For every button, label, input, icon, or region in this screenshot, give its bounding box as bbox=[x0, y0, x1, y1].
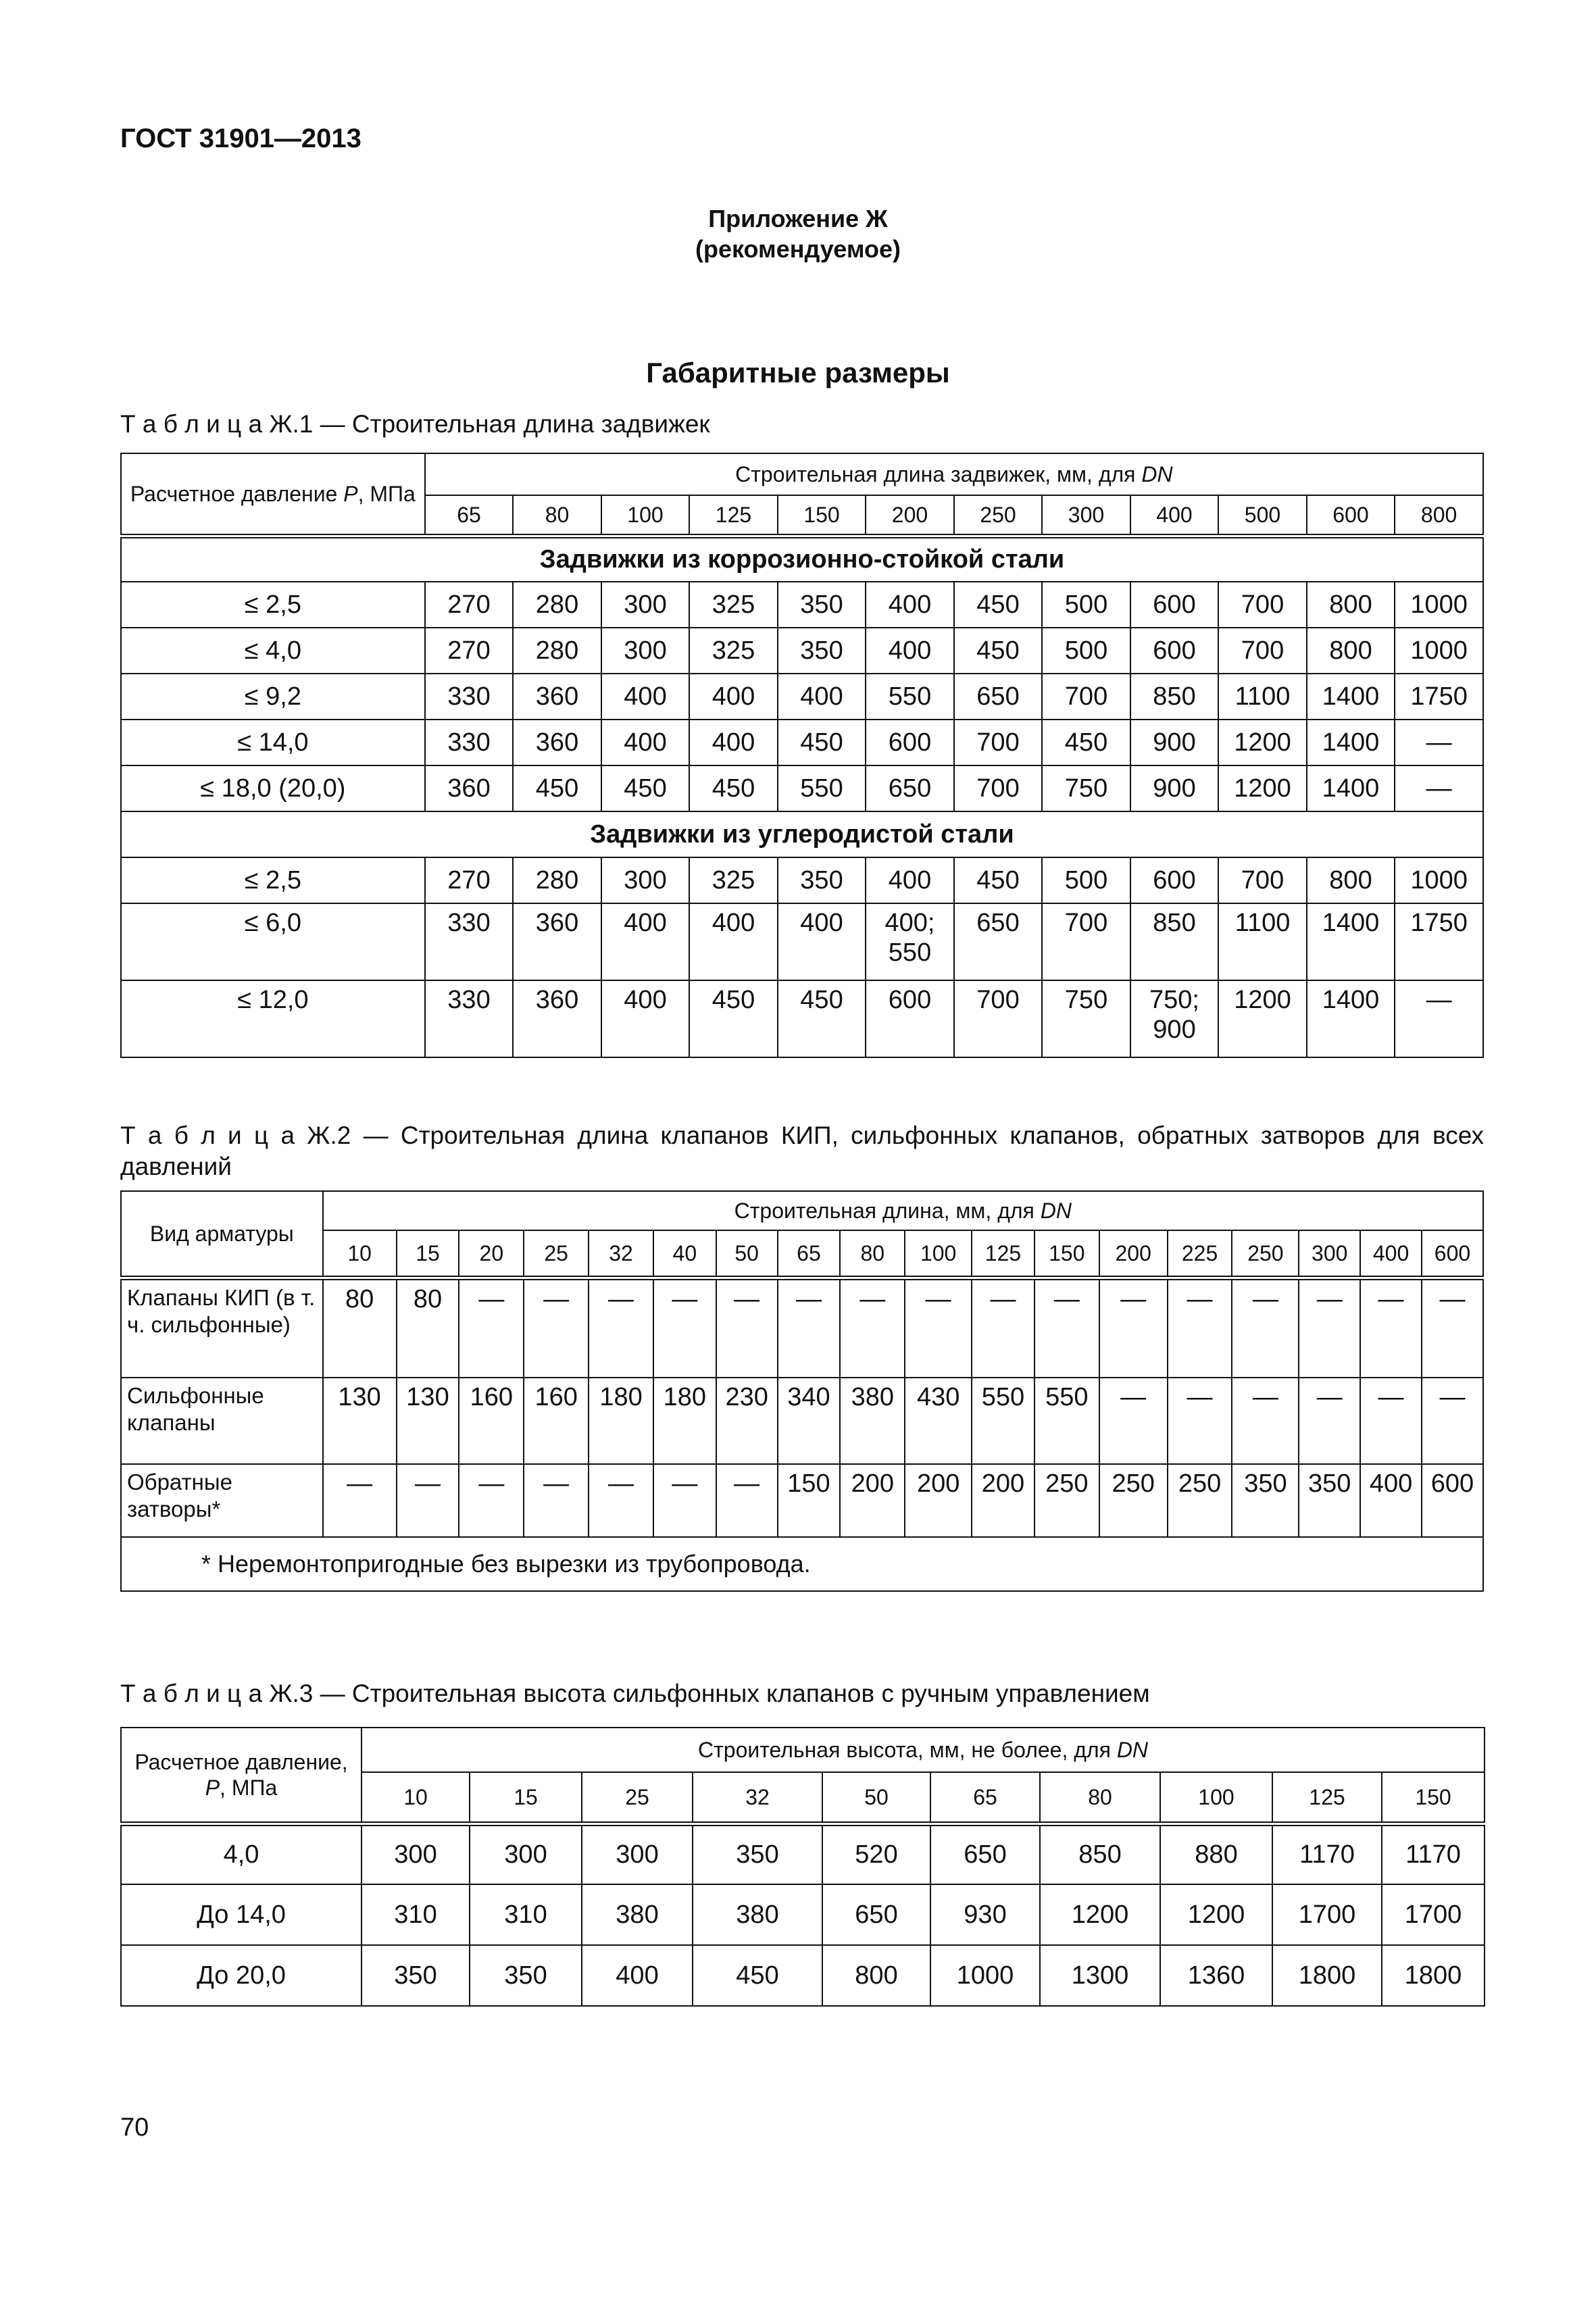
value-cell: 1170 bbox=[1382, 1823, 1485, 1884]
value-cell: 450 bbox=[954, 628, 1043, 674]
dn-header-cell: 125 bbox=[1272, 1772, 1382, 1823]
table-row bbox=[121, 674, 1483, 720]
table-row bbox=[121, 903, 1483, 980]
value-cell: 360 bbox=[513, 980, 601, 1057]
value-cell: 450 bbox=[513, 765, 601, 811]
value-cell: 650 bbox=[930, 1823, 1040, 1884]
value-cell: 300 bbox=[470, 1823, 582, 1884]
dn-header-cell: 225 bbox=[1168, 1230, 1232, 1278]
value-cell: — bbox=[653, 1278, 716, 1378]
dn-header-cell: 100 bbox=[1160, 1772, 1272, 1823]
dn-group-header: Строительная длина задвижек, мм, для DN bbox=[425, 453, 1483, 495]
value-cell: 500 bbox=[1042, 628, 1130, 674]
value-cell: 400 bbox=[689, 720, 778, 765]
value-cell: 400 bbox=[601, 903, 690, 980]
value-cell: 800 bbox=[1307, 857, 1395, 903]
value-cell: 450 bbox=[601, 765, 690, 811]
value-cell: 80 bbox=[323, 1278, 397, 1378]
value-cell: 340 bbox=[778, 1378, 841, 1464]
value-cell: 180 bbox=[589, 1378, 653, 1464]
table3-caption: Т а б л и ц а Ж.3 — Строительная высота сильфонных клапанов с ручным управлением bbox=[120, 1680, 1150, 1707]
value-cell: 380 bbox=[840, 1378, 905, 1464]
pressure-cell: 4,0 bbox=[121, 1823, 361, 1884]
value-cell: 1700 bbox=[1382, 1884, 1485, 1945]
value-cell: 270 bbox=[425, 628, 514, 674]
value-cell: 700 bbox=[1042, 903, 1130, 980]
value-cell: 200 bbox=[972, 1464, 1034, 1537]
value-cell: 430 bbox=[905, 1378, 972, 1464]
value-cell: 310 bbox=[470, 1884, 582, 1945]
value-cell: 250 bbox=[1034, 1464, 1099, 1537]
value-cell: 360 bbox=[513, 720, 601, 765]
value-cell: 1800 bbox=[1382, 1945, 1485, 2006]
value-cell: 600 bbox=[1130, 857, 1219, 903]
value-cell: 450 bbox=[778, 980, 866, 1057]
value-cell: — bbox=[1360, 1278, 1422, 1378]
value-cell: 330 bbox=[425, 720, 514, 765]
value-cell: 180 bbox=[653, 1378, 716, 1464]
value-cell: — bbox=[1232, 1278, 1299, 1378]
value-cell: 280 bbox=[513, 582, 601, 628]
dn-header-cell: 80 bbox=[840, 1230, 905, 1278]
value-cell: 300 bbox=[361, 1823, 470, 1884]
page-number: 70 bbox=[120, 2113, 149, 2142]
value-cell: 400 bbox=[601, 720, 690, 765]
value-cell: 850 bbox=[1130, 903, 1219, 980]
value-cell: 600 bbox=[1130, 628, 1219, 674]
value-cell: 350 bbox=[470, 1945, 582, 2006]
table-row bbox=[121, 582, 1483, 628]
table-row bbox=[121, 628, 1483, 674]
value-cell: — bbox=[905, 1278, 972, 1378]
dn-header-cell: 100 bbox=[905, 1230, 972, 1278]
dn-header-cell: 40 bbox=[653, 1230, 716, 1278]
table-row bbox=[121, 1464, 1483, 1537]
type-header: Вид арматуры bbox=[121, 1191, 323, 1278]
value-cell: 500 bbox=[1042, 857, 1130, 903]
value-cell: 550 bbox=[778, 765, 866, 811]
pressure-cell: ≤ 18,0 (20,0) bbox=[121, 765, 425, 811]
appendix-title: Приложение Ж bbox=[708, 205, 888, 232]
dn-group-header: Строительная высота, мм, не более, для DN bbox=[361, 1728, 1485, 1772]
dn-header-cell: 800 bbox=[1395, 495, 1483, 536]
value-cell: 200 bbox=[905, 1464, 972, 1537]
dn-header-cell: 100 bbox=[601, 495, 690, 536]
value-cell: — bbox=[589, 1278, 653, 1378]
value-cell: 300 bbox=[601, 857, 690, 903]
dn-group-header: Строительная длина, мм, для DN bbox=[323, 1191, 1483, 1230]
dn-header-cell: 300 bbox=[1042, 495, 1130, 536]
value-cell: — bbox=[778, 1278, 841, 1378]
value-cell: 1100 bbox=[1218, 674, 1307, 720]
value-cell: 700 bbox=[1218, 628, 1307, 674]
value-cell: — bbox=[1395, 720, 1483, 765]
pressure-cell: ≤ 4,0 bbox=[121, 628, 425, 674]
value-cell: 400 bbox=[866, 582, 954, 628]
value-cell: 360 bbox=[513, 903, 601, 980]
footnote: * Неремонтопригодные без вырезки из трубопровода. bbox=[121, 1537, 1483, 1591]
value-cell: 750 bbox=[1042, 765, 1130, 811]
value-cell: 400 bbox=[582, 1945, 693, 2006]
value-cell: 350 bbox=[361, 1945, 470, 2006]
table-row bbox=[121, 1884, 1485, 1945]
value-cell: 250 bbox=[1099, 1464, 1168, 1537]
value-cell: 400 bbox=[778, 903, 866, 980]
value-cell: 325 bbox=[689, 857, 778, 903]
value-cell: 130 bbox=[323, 1378, 397, 1464]
value-cell: 250 bbox=[1168, 1464, 1232, 1537]
dn-header-cell: 150 bbox=[1034, 1230, 1099, 1278]
value-cell: 600 bbox=[866, 720, 954, 765]
pressure-header: Расчетное давление, P, МПа bbox=[121, 1728, 361, 1823]
dn-header-cell: 50 bbox=[716, 1230, 778, 1278]
pressure-cell: ≤ 2,5 bbox=[121, 582, 425, 628]
value-cell: 450 bbox=[689, 980, 778, 1057]
dn-header-cell: 65 bbox=[778, 1230, 841, 1278]
value-cell: 350 bbox=[693, 1823, 822, 1884]
value-cell: 200 bbox=[840, 1464, 905, 1537]
value-cell: 360 bbox=[513, 674, 601, 720]
table-row bbox=[121, 980, 1483, 1057]
value-cell: 350 bbox=[778, 628, 866, 674]
value-cell: 650 bbox=[954, 903, 1043, 980]
value-cell: 400 bbox=[689, 674, 778, 720]
value-cell: 400; 550 bbox=[866, 903, 954, 980]
value-cell: 450 bbox=[689, 765, 778, 811]
value-cell: 880 bbox=[1160, 1823, 1272, 1884]
dn-header-cell: 300 bbox=[1299, 1230, 1360, 1278]
value-cell: — bbox=[1395, 765, 1483, 811]
table-row bbox=[121, 765, 1483, 811]
value-cell: — bbox=[653, 1464, 716, 1537]
dn-header-cell: 400 bbox=[1360, 1230, 1422, 1278]
value-cell: 800 bbox=[1307, 628, 1395, 674]
value-cell: 330 bbox=[425, 674, 514, 720]
value-cell: 330 bbox=[425, 903, 514, 980]
table-row bbox=[121, 720, 1483, 765]
value-cell: 1750 bbox=[1395, 903, 1483, 980]
dn-header-cell: 15 bbox=[470, 1772, 582, 1823]
value-cell: 450 bbox=[778, 720, 866, 765]
value-cell: 310 bbox=[361, 1884, 470, 1945]
value-cell: 400 bbox=[778, 674, 866, 720]
value-cell: — bbox=[323, 1464, 397, 1537]
value-cell: 80 bbox=[397, 1278, 459, 1378]
value-cell: 350 bbox=[1299, 1464, 1360, 1537]
value-cell: — bbox=[840, 1278, 905, 1378]
value-cell: 450 bbox=[954, 857, 1043, 903]
value-cell: 550 bbox=[866, 674, 954, 720]
value-cell: 700 bbox=[954, 720, 1043, 765]
table1-caption: Т а б л и ц а Ж.1 — Строительная длина задвижек bbox=[120, 410, 710, 438]
value-cell: — bbox=[716, 1464, 778, 1537]
value-cell: 800 bbox=[1307, 582, 1395, 628]
value-cell: 350 bbox=[1232, 1464, 1299, 1537]
value-cell: 300 bbox=[601, 582, 690, 628]
value-cell: 550 bbox=[972, 1378, 1034, 1464]
value-cell: — bbox=[1034, 1278, 1099, 1378]
dn-header-cell: 25 bbox=[582, 1772, 693, 1823]
value-cell: 1200 bbox=[1040, 1884, 1160, 1945]
value-cell: 650 bbox=[822, 1884, 930, 1945]
value-cell: 280 bbox=[513, 857, 601, 903]
value-cell: — bbox=[1168, 1378, 1232, 1464]
value-cell: 650 bbox=[866, 765, 954, 811]
table-row bbox=[121, 857, 1483, 903]
value-cell: 380 bbox=[693, 1884, 822, 1945]
dn-header-cell: 50 bbox=[822, 1772, 930, 1823]
pressure-cell: До 14,0 bbox=[121, 1884, 361, 1945]
value-cell: 650 bbox=[954, 674, 1043, 720]
value-cell: — bbox=[972, 1278, 1034, 1378]
value-cell: 360 bbox=[425, 765, 514, 811]
dn-header-cell: 600 bbox=[1307, 495, 1395, 536]
value-cell: — bbox=[1299, 1278, 1360, 1378]
group-title: Задвижки из коррозионно-стойкой стали bbox=[121, 536, 1483, 582]
value-cell: 900 bbox=[1130, 765, 1219, 811]
value-cell: 1170 bbox=[1272, 1823, 1382, 1884]
pressure-header: Расчетное давление P, МПа bbox=[121, 453, 425, 536]
value-cell: 450 bbox=[693, 1945, 822, 2006]
value-cell: 700 bbox=[1218, 582, 1307, 628]
value-cell: 1200 bbox=[1160, 1884, 1272, 1945]
value-cell: 350 bbox=[778, 582, 866, 628]
dn-header-cell: 80 bbox=[1040, 1772, 1160, 1823]
value-cell: 500 bbox=[1042, 582, 1130, 628]
dn-header-cell: 10 bbox=[323, 1230, 397, 1278]
value-cell: 1000 bbox=[930, 1945, 1040, 2006]
value-cell: 300 bbox=[601, 628, 690, 674]
value-cell: 930 bbox=[930, 1884, 1040, 1945]
value-cell: 1750 bbox=[1395, 674, 1483, 720]
dn-header-cell: 15 bbox=[397, 1230, 459, 1278]
standard-designation: ГОСТ 31901—2013 bbox=[120, 124, 361, 153]
dn-header-cell: 250 bbox=[1232, 1230, 1299, 1278]
dn-header-cell: 500 bbox=[1218, 495, 1307, 536]
value-cell: 1400 bbox=[1307, 720, 1395, 765]
fitting-type: Сильфонные клапаны bbox=[121, 1378, 323, 1464]
value-cell: 1000 bbox=[1395, 857, 1483, 903]
value-cell: 700 bbox=[1218, 857, 1307, 903]
dn-header-cell: 200 bbox=[866, 495, 954, 536]
value-cell: 750; 900 bbox=[1130, 980, 1219, 1057]
value-cell: 1360 bbox=[1160, 1945, 1272, 2006]
value-cell: — bbox=[524, 1278, 589, 1378]
value-cell: 600 bbox=[1130, 582, 1219, 628]
value-cell: — bbox=[1422, 1278, 1483, 1378]
value-cell: 700 bbox=[954, 980, 1043, 1057]
value-cell: 1700 bbox=[1272, 1884, 1382, 1945]
value-cell: 600 bbox=[866, 980, 954, 1057]
table-row bbox=[121, 1823, 1485, 1884]
value-cell: 1000 bbox=[1395, 582, 1483, 628]
value-cell: 325 bbox=[689, 628, 778, 674]
value-cell: 300 bbox=[582, 1823, 693, 1884]
value-cell: — bbox=[1299, 1378, 1360, 1464]
value-cell: — bbox=[1422, 1378, 1483, 1464]
value-cell: — bbox=[397, 1464, 459, 1537]
table-2 bbox=[120, 1190, 1484, 1592]
pressure-cell: До 20,0 bbox=[121, 1945, 361, 2006]
value-cell: — bbox=[524, 1464, 589, 1537]
value-cell: 800 bbox=[822, 1945, 930, 2006]
value-cell: 270 bbox=[425, 857, 514, 903]
dn-header-cell: 32 bbox=[589, 1230, 653, 1278]
value-cell: 1000 bbox=[1395, 628, 1483, 674]
value-cell: 270 bbox=[425, 582, 514, 628]
value-cell: 350 bbox=[778, 857, 866, 903]
table-1 bbox=[120, 453, 1484, 1058]
dn-header-cell: 250 bbox=[954, 495, 1043, 536]
value-cell: 400 bbox=[866, 857, 954, 903]
pressure-cell: ≤ 2,5 bbox=[121, 857, 425, 903]
value-cell: 850 bbox=[1130, 674, 1219, 720]
value-cell: 1400 bbox=[1307, 765, 1395, 811]
value-cell: — bbox=[589, 1464, 653, 1537]
appendix-status: (рекомендуемое) bbox=[695, 235, 901, 263]
value-cell: 750 bbox=[1042, 980, 1130, 1057]
dn-header-cell: 20 bbox=[459, 1230, 524, 1278]
value-cell: 1300 bbox=[1040, 1945, 1160, 2006]
dn-header-cell: 32 bbox=[693, 1772, 822, 1823]
value-cell: 400 bbox=[689, 903, 778, 980]
value-cell: 520 bbox=[822, 1823, 930, 1884]
value-cell: 1200 bbox=[1218, 765, 1307, 811]
value-cell: 1100 bbox=[1218, 903, 1307, 980]
dn-header-cell: 65 bbox=[425, 495, 514, 536]
value-cell: 330 bbox=[425, 980, 514, 1057]
table-row bbox=[121, 1378, 1483, 1464]
value-cell: — bbox=[1395, 980, 1483, 1057]
dn-header-cell: 400 bbox=[1130, 495, 1219, 536]
value-cell: 700 bbox=[954, 765, 1043, 811]
value-cell: 230 bbox=[716, 1378, 778, 1464]
value-cell: 380 bbox=[582, 1884, 693, 1945]
value-cell: 550 bbox=[1034, 1378, 1099, 1464]
value-cell: 150 bbox=[778, 1464, 841, 1537]
value-cell: 900 bbox=[1130, 720, 1219, 765]
value-cell: — bbox=[1168, 1278, 1232, 1378]
fitting-type: Обратные затворы* bbox=[121, 1464, 323, 1537]
value-cell: 160 bbox=[459, 1378, 524, 1464]
value-cell: — bbox=[1099, 1278, 1168, 1378]
value-cell: — bbox=[1099, 1378, 1168, 1464]
value-cell: 1200 bbox=[1218, 720, 1307, 765]
value-cell: 1200 bbox=[1218, 980, 1307, 1057]
dn-header-cell: 125 bbox=[689, 495, 778, 536]
value-cell: — bbox=[716, 1278, 778, 1378]
dn-header-cell: 200 bbox=[1099, 1230, 1168, 1278]
value-cell: — bbox=[459, 1278, 524, 1378]
value-cell: — bbox=[1360, 1378, 1422, 1464]
dn-header-cell: 10 bbox=[361, 1772, 470, 1823]
value-cell: 325 bbox=[689, 582, 778, 628]
value-cell: 400 bbox=[601, 980, 690, 1057]
pressure-cell: ≤ 14,0 bbox=[121, 720, 425, 765]
group-title: Задвижки из углеродистой стали bbox=[121, 811, 1483, 857]
pressure-cell: ≤ 12,0 bbox=[121, 980, 425, 1057]
value-cell: 400 bbox=[866, 628, 954, 674]
value-cell: 1400 bbox=[1307, 980, 1395, 1057]
table-row bbox=[121, 1278, 1483, 1378]
fitting-type: Клапаны КИП (в т. ч. сильфонные) bbox=[121, 1278, 323, 1378]
dn-header-cell: 80 bbox=[513, 495, 601, 536]
value-cell: 130 bbox=[397, 1378, 459, 1464]
section-title: Габаритные размеры bbox=[646, 357, 950, 388]
dn-header-cell: 125 bbox=[972, 1230, 1034, 1278]
pressure-cell: ≤ 9,2 bbox=[121, 674, 425, 720]
table-3 bbox=[120, 1727, 1485, 2007]
value-cell: 280 bbox=[513, 628, 601, 674]
value-cell: 450 bbox=[1042, 720, 1130, 765]
table-row bbox=[121, 1945, 1485, 2006]
value-cell: 600 bbox=[1422, 1464, 1483, 1537]
value-cell: — bbox=[459, 1464, 524, 1537]
value-cell: 160 bbox=[524, 1378, 589, 1464]
value-cell: 450 bbox=[954, 582, 1043, 628]
dn-header-cell: 150 bbox=[1382, 1772, 1485, 1823]
value-cell: 1400 bbox=[1307, 903, 1395, 980]
value-cell: 1400 bbox=[1307, 674, 1395, 720]
value-cell: 400 bbox=[1360, 1464, 1422, 1537]
value-cell: — bbox=[1232, 1378, 1299, 1464]
dn-header-cell: 25 bbox=[524, 1230, 589, 1278]
dn-header-cell: 65 bbox=[930, 1772, 1040, 1823]
dn-header-cell: 600 bbox=[1422, 1230, 1483, 1278]
value-cell: 400 bbox=[601, 674, 690, 720]
value-cell: 850 bbox=[1040, 1823, 1160, 1884]
pressure-cell: ≤ 6,0 bbox=[121, 903, 425, 980]
dn-header-cell: 150 bbox=[778, 495, 866, 536]
value-cell: 1800 bbox=[1272, 1945, 1382, 2006]
value-cell: 700 bbox=[1042, 674, 1130, 720]
table2-caption: Т а б л и ц а Ж.2 — Строительная длина клапанов КИП, сильфонных клапанов, обратных затворов для всех давлений bbox=[120, 1122, 1484, 1180]
